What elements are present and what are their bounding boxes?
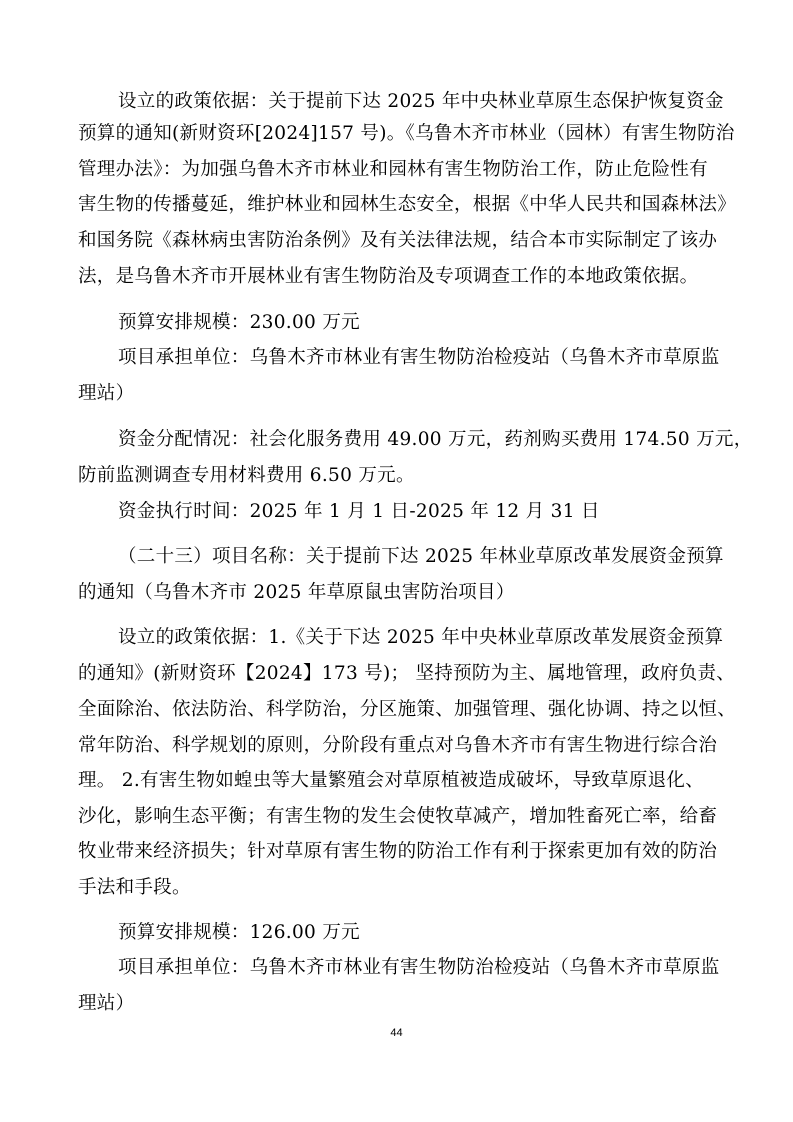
text-line: 预算的通知(新财资环[2024]157 号)。《乌鲁木齐市林业（园林）有害生物防治 <box>78 123 735 144</box>
text-line: 法，是乌鲁木齐市开展林业有害生物防治及专项调查工作的本地政策依据。 <box>78 266 699 287</box>
text-line: 项目承担单位：乌鲁木齐市林业有害生物防治检疫站（乌鲁木齐市草原监 <box>118 957 720 978</box>
text-line: 设立的政策依据：1.《关于下达 2025 年中央林业草原改革发展资金预算 <box>118 627 724 648</box>
text-line: 资金分配情况：社会化服务费用 49.00 万元，药剂购买费用 174.50 万元， <box>118 429 753 450</box>
text-line: 常年防治、科学规划的原则，分阶段有重点对乌鲁木齐市有害生物进行综合治 <box>78 735 718 756</box>
text-line: 沙化，影响生态平衡；有害生物的发生会使牧草减产，增加牲畜死亡率，给畜 <box>78 806 718 827</box>
text-line: 的通知（乌鲁木齐市 2025 年草原鼠虫害防治项目） <box>78 582 515 603</box>
text-line: 和国务院《森林病虫害防治条例》及有关法律法规，结合本市实际制定了该办 <box>78 230 718 251</box>
text-line: 全面除治、依法防治、科学防治，分区施策、加强管理、强化协调、持之以恒、 <box>78 699 737 720</box>
text-line: （二十三）项目名称：关于提前下达 2025 年林业草原改革发展资金预算 <box>118 546 724 567</box>
text-line: 管理办法》：为加强乌鲁木齐市林业和园林有害生物防治工作，防止危险性有 <box>78 159 708 180</box>
text-line: 理站） <box>78 993 135 1014</box>
text-line: 理。 2.有害生物如蝗虫等大量繁殖会对草原植被造成破坏，导致草原退化、 <box>78 770 705 791</box>
text-line: 预算安排规模：126.00 万元 <box>118 922 360 943</box>
text-line: 项目承担单位：乌鲁木齐市林业有害生物防治检疫站（乌鲁木齐市草原监 <box>118 347 720 368</box>
text-line: 牧业带来经济损失；针对草原有害生物的防治工作有利于探索更加有效的防治 <box>78 841 718 862</box>
text-line: 害生物的传播蔓延，维护林业和园林生态安全，根据《中华人民共和国森林法》 <box>78 194 737 215</box>
text-line: 预算安排规模：230.00 万元 <box>118 312 360 333</box>
text-line: 手法和手段。 <box>78 877 191 898</box>
text-line: 的通知》(新财资环【2024】173 号)； 坚持预防为主、属地管理，政府负责、 <box>78 663 736 684</box>
text-line: 设立的政策依据：关于提前下达 2025 年中央林业草原生态保护恢复资金 <box>118 91 724 112</box>
text-line: 理站） <box>78 383 135 404</box>
text-line: 资金执行时间：2025 年 1 月 1 日-2025 年 12 月 31 日 <box>118 501 600 522</box>
text-line: 防前监测调查专用材料费用 6.50 万元。 <box>78 465 415 486</box>
page-number: 44 <box>390 1027 403 1039</box>
